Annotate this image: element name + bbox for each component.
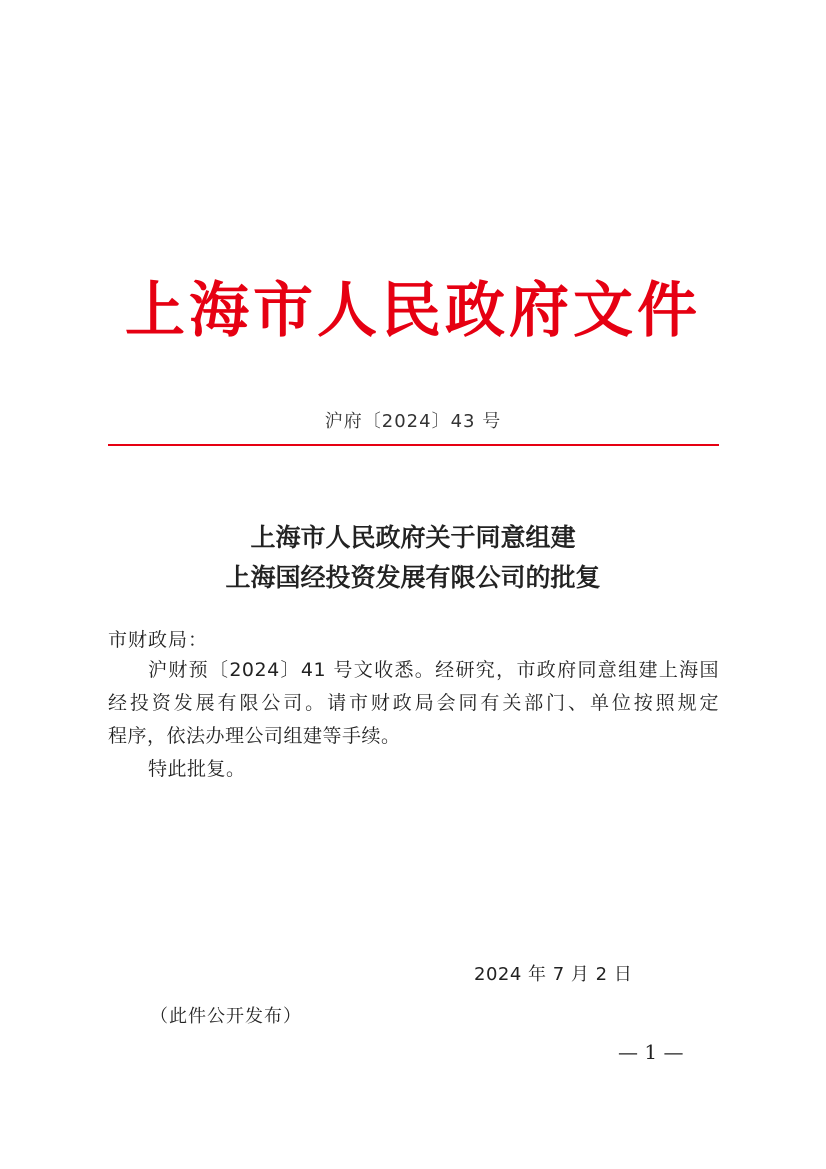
red-divider-line (108, 444, 719, 446)
document-title (0, 518, 826, 598)
document-masthead: 上海市人民政府文件 (125, 276, 701, 346)
public-release-note: （此件公开发布） (150, 1006, 302, 1027)
page-number: — 1 — (618, 1040, 684, 1064)
title-line-1: 上海市人民政府关于同意组建 (250, 523, 576, 552)
paragraph-1-line-2: 经投资发展有限公司。请市财政局会同有关部门、单位按照规定 (108, 692, 719, 714)
document-number: 沪府〔2024〕43 号 (324, 411, 502, 432)
addressee: 市财政局： (108, 629, 209, 651)
document-body (108, 654, 719, 786)
issue-date: 2024 年 7 月 2 日 (474, 964, 633, 985)
paragraph-1-line-1: 沪财预〔2024〕41 号文收悉。经研究，市政府同意组建上海国 (148, 659, 719, 681)
title-line-2: 上海国经投资发展有限公司的批复 (225, 563, 601, 592)
paragraph-1-line-3: 程序，依法办理公司组建等手续。 (108, 725, 401, 747)
paragraph-2: 特此批复。 (148, 758, 246, 780)
